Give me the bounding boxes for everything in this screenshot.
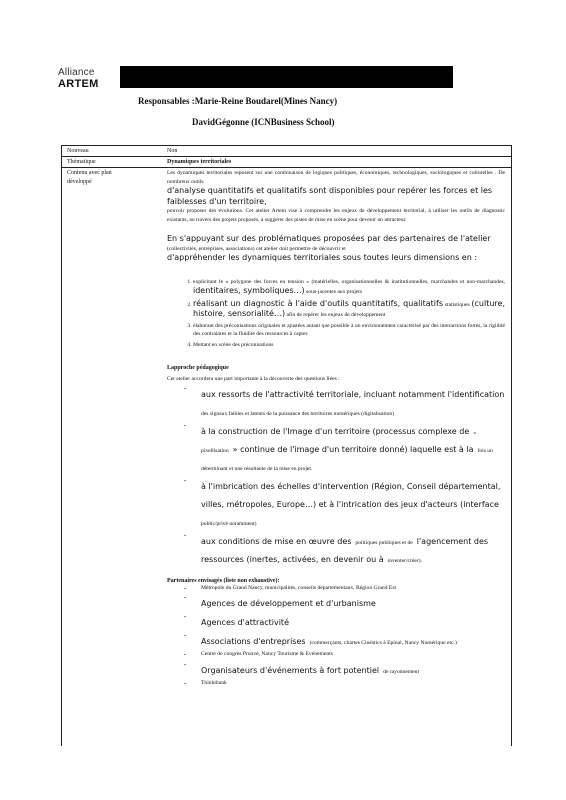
item-text: des signaux faibles et latents de la puissance des territoires numériques (digitalisation) (201, 410, 395, 417)
content-column (167, 169, 505, 688)
logo-line-1: Alliance (58, 67, 95, 78)
item-text-big: réalisant un diagnostic à l'aide d'outils quantitatifs, qualitatifs (193, 298, 443, 308)
item-text: statistiques (444, 301, 470, 308)
list-item (167, 593, 505, 611)
intro-small: Les dynamiques territoriales reposent sur une combinaison de logiques politiques, économiques, technologiques, sociologiques et culturelles . De nombreux outils (167, 170, 505, 185)
list-item (167, 612, 505, 630)
intro-big: d'analyse quantitatifs et qualitatifs sont disponibles pour repérer les forces et les faiblesses d'un territoire, (167, 186, 493, 206)
item-text-big: Agences d'attractivité (201, 618, 289, 627)
list-item (167, 531, 505, 567)
item-text: (commerçants, chartes Cinéstics à Epinal, Nancy Numérique etc.) (309, 640, 457, 646)
numbered-list (167, 278, 505, 350)
approach-list (167, 384, 505, 567)
list-item (167, 584, 505, 593)
logo-line-2: ARTEM (58, 78, 99, 90)
item-text: Centre de congrès Prouvé, Nancy Tourisme & Evénements (201, 651, 333, 657)
item-text: Mettant en scène des préconisations (193, 341, 274, 348)
responsables-line: Responsables :Marie-Reine Boudarel(Mines Nancy) (138, 96, 338, 106)
item-text-2: sous-jacentes aux projets (306, 289, 363, 295)
p2-small: (collectivités, entreprises, associations) cet atelier doit permettre de découvrir et (167, 245, 346, 252)
partners-list (167, 584, 505, 688)
p2-big: En s'appuyant sur des problématiques proposées par des partenaires de l'atelier (167, 234, 491, 243)
item-text: Métropole du Grand Nancy, municipalités, conseils départementaux, Région Grand Est (201, 584, 397, 591)
row-value-thematique: Dynamiques territoriales (167, 159, 232, 165)
row-value-nouveau: Non (167, 148, 178, 154)
item-text: de rayonnement (383, 668, 420, 675)
list-item (167, 660, 505, 678)
item-text-big: aux ressorts de l'attractivité territoriale, incluant notamment l'identification (201, 389, 505, 399)
approach-title: Lapproche pédagogique (167, 365, 229, 371)
item-text-2: fois un déterminant et une résultante de la mise en projet. (201, 447, 493, 472)
item-text: politiques publiques et de (355, 539, 413, 546)
list-item (193, 299, 505, 320)
list-item (167, 631, 505, 649)
list-item (167, 384, 505, 420)
item-text-big-2: l'agencement des ressources (inertes, activées, en devenir ou à (201, 536, 489, 564)
item-text-big-2: » continue de l'image d'un territoire donné) laquelle est à la (232, 444, 474, 454)
row-divider (62, 167, 511, 168)
item-text-big-2: (culture, histoire, sensorialité…) (193, 298, 506, 318)
row-label-thematique: Thématique (67, 159, 96, 165)
p2-big-2: d'appréhender les dynamiques territoriales sous toutes leurs dimensions en : (167, 253, 478, 262)
list-item (193, 341, 505, 350)
item-text: explicitant le « polygone des forces en tension » (matérielles, organisationnelles & institutionnelles, marchandes et non-marchandes, (193, 278, 505, 285)
item-text-big: Organisateurs d'événements à fort potentiel (201, 665, 380, 675)
item-text-big: à l'imbrication des échelles d'intervention (Région, Conseil départemental, villes, métropoles, Europe…) et à l'intrication des jeux d'acteurs (interface (201, 481, 501, 509)
list-item (167, 679, 505, 688)
item-text: Thinkthank (201, 679, 227, 686)
redacted-title-bar (120, 66, 453, 88)
item-text: élaborant des préconisations originales et ajustées autant que possible à un environnement caractérisé par des interactions fortes, la rigidité des contraintes et la fluidité des ressources à capter. (193, 322, 505, 337)
list-item (167, 476, 505, 530)
item-text-2: inventer/créer). (387, 557, 422, 564)
approach-intro: Cet atelier accordera une part importante à la découverte des questions liées : (167, 376, 340, 382)
alliance-artem-logo (58, 68, 118, 90)
item-text-big: Associations d'entreprises (201, 637, 306, 646)
partners-title: Partenaires envisagés (liste non exhaustive): (167, 577, 280, 584)
item-text: « pixellisation (201, 429, 477, 454)
intro-small-2: pouvoir proposer des évolutions. Cet atelier Artem vise à comprendre les enjeux de développement territorial, à utiliser les outils de diagnostic existants, au travers des projets proposés, à suggérer des pistes de mise en scène pour devenir un attracteur. (167, 208, 505, 223)
row-label-contenu: Contenu avec plan développé (67, 170, 112, 185)
row-divider (62, 156, 511, 157)
item-text-big: Agences de développement et d'urbanisme (201, 599, 376, 608)
item-text-2: afin de repérer les enjeux de développement (286, 312, 386, 318)
item-text-big: à la construction de l'Image d'un territoire (processus complexe de (201, 426, 470, 436)
list-item (167, 421, 505, 475)
row-label-nouveau: Nouveau (67, 148, 89, 154)
item-text-big: aux conditions de mise en œuvre des (201, 536, 352, 546)
course-table (61, 145, 512, 746)
item-text: public/privé notamment) (201, 520, 257, 527)
list-item (167, 650, 505, 659)
item-text-big: identitaires, symboliques…) (193, 286, 305, 295)
responsables-line-2: DavidGégonne (ICNBusiness School) (192, 117, 335, 127)
list-item (193, 322, 505, 339)
list-item (193, 278, 505, 297)
